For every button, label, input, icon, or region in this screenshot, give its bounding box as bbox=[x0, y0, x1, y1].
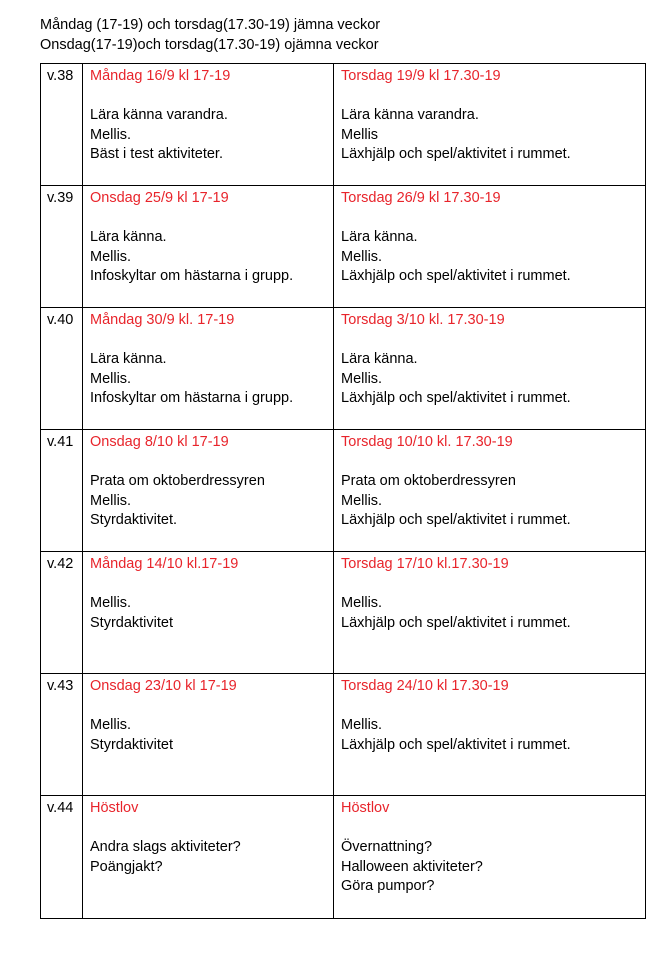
session-activity: Mellis. bbox=[341, 248, 383, 265]
session-cell-thursday bbox=[334, 64, 646, 186]
session-activity: Mellis. bbox=[90, 248, 132, 265]
spacer bbox=[341, 209, 639, 229]
session-activity: Läxhjälp och spel/aktivitet i rummet. bbox=[341, 512, 571, 528]
schedule-row bbox=[41, 186, 646, 308]
spacer bbox=[90, 209, 327, 229]
week-number: v.44 bbox=[47, 800, 74, 816]
week-number: v.38 bbox=[47, 68, 74, 84]
session-cell-thursday bbox=[334, 308, 646, 430]
spacer bbox=[90, 819, 327, 839]
session-activity: Mellis bbox=[341, 126, 379, 143]
spacer bbox=[341, 331, 639, 351]
session-activity: Lära känna. bbox=[341, 351, 418, 367]
week-number: v.41 bbox=[47, 434, 74, 450]
session-activity: Infoskyltar om hästarna i grupp. bbox=[90, 390, 294, 406]
spacer bbox=[341, 697, 639, 717]
session-cell-first bbox=[83, 308, 334, 430]
spacer bbox=[341, 575, 639, 595]
session-title: Torsdag 19/9 kl 17.30-19 bbox=[341, 68, 501, 84]
schedule-row bbox=[41, 64, 646, 186]
session-activity: Prata om oktoberdressyren bbox=[341, 473, 516, 489]
session-content bbox=[334, 64, 645, 165]
session-content bbox=[334, 308, 645, 409]
session-activity: Läxhjälp och spel/aktivitet i rummet. bbox=[341, 268, 571, 284]
session-cell-first bbox=[83, 674, 334, 796]
session-content bbox=[83, 430, 333, 531]
session-content bbox=[334, 186, 645, 287]
session-activity: Lära känna varandra. bbox=[341, 107, 479, 123]
session-cell-thursday bbox=[334, 796, 646, 919]
session-activity: Läxhjälp och spel/aktivitet i rummet. bbox=[341, 614, 571, 631]
session-activity: Mellis. bbox=[90, 370, 132, 387]
session-activity: Prata om oktoberdressyren bbox=[90, 473, 265, 489]
session-activity: Mellis. bbox=[90, 492, 132, 509]
session-activity: Poängjakt? bbox=[90, 858, 163, 875]
session-activity: Lära känna. bbox=[90, 229, 167, 245]
session-title: Onsdag 23/10 kl 17-19 bbox=[90, 678, 237, 694]
schedule-table bbox=[40, 63, 646, 919]
schedule-header bbox=[40, 15, 380, 55]
session-content bbox=[83, 308, 333, 409]
session-title: Torsdag 17/10 kl.17.30-19 bbox=[341, 556, 509, 572]
session-cell-first bbox=[83, 186, 334, 308]
session-activity: Mellis. bbox=[90, 717, 132, 733]
session-content bbox=[334, 796, 645, 897]
week-cell bbox=[41, 552, 83, 674]
schedule-row bbox=[41, 308, 646, 430]
session-activity: Halloween aktiviteter? bbox=[341, 858, 483, 875]
session-activity: Styrdaktivitet. bbox=[90, 512, 178, 528]
spacer bbox=[90, 453, 327, 473]
session-cell-first bbox=[83, 64, 334, 186]
schedule-body bbox=[41, 64, 646, 919]
week-cell bbox=[41, 796, 83, 919]
session-title: Måndag 30/9 kl. 17-19 bbox=[90, 312, 235, 328]
session-title: Måndag 16/9 kl 17-19 bbox=[90, 68, 231, 84]
session-cell-thursday bbox=[334, 552, 646, 674]
session-title: Onsdag 8/10 kl 17-19 bbox=[90, 434, 229, 450]
session-content bbox=[83, 64, 333, 165]
session-cell-first bbox=[83, 430, 334, 552]
spacer bbox=[90, 697, 327, 717]
week-number: v.42 bbox=[47, 556, 74, 572]
session-title: Måndag 14/10 kl.17-19 bbox=[90, 556, 239, 572]
week-cell bbox=[41, 64, 83, 186]
session-content bbox=[83, 186, 333, 287]
session-activity: Läxhjälp och spel/aktivitet i rummet. bbox=[341, 146, 571, 162]
schedule-row bbox=[41, 796, 646, 919]
session-title: Torsdag 3/10 kl. 17.30-19 bbox=[341, 312, 505, 328]
session-content bbox=[83, 796, 333, 877]
session-title: Torsdag 10/10 kl. 17.30-19 bbox=[341, 434, 513, 450]
session-cell-first bbox=[83, 552, 334, 674]
week-cell bbox=[41, 674, 83, 796]
session-activity: Andra slags aktiviteter? bbox=[90, 839, 241, 855]
session-activity: Lära känna varandra. bbox=[90, 107, 228, 123]
session-title: Torsdag 24/10 kl 17.30-19 bbox=[341, 678, 509, 694]
session-content bbox=[83, 552, 333, 633]
spacer bbox=[90, 87, 327, 107]
week-cell bbox=[41, 430, 83, 552]
session-cell-thursday bbox=[334, 674, 646, 796]
week-number: v.43 bbox=[47, 678, 74, 694]
schedule-row bbox=[41, 674, 646, 796]
session-title: Höstlov bbox=[90, 800, 139, 816]
session-activity: Göra pumpor? bbox=[341, 878, 435, 894]
session-title: Torsdag 26/9 kl 17.30-19 bbox=[341, 190, 501, 206]
session-cell-first bbox=[83, 796, 334, 919]
session-activity: Lära känna. bbox=[341, 229, 418, 245]
session-activity: Mellis. bbox=[90, 126, 132, 143]
schedule-row bbox=[41, 430, 646, 552]
session-title: Onsdag 25/9 kl 17-19 bbox=[90, 190, 229, 206]
spacer bbox=[341, 87, 639, 107]
header-line-odd-weeks: Onsdag(17-19)och torsdag(17.30-19) ojämna veckor bbox=[40, 37, 379, 53]
spacer bbox=[341, 453, 639, 473]
session-content bbox=[334, 430, 645, 531]
session-content bbox=[334, 552, 645, 633]
session-activity: Övernattning? bbox=[341, 839, 433, 855]
session-cell-thursday bbox=[334, 430, 646, 552]
spacer bbox=[90, 575, 327, 595]
session-cell-thursday bbox=[334, 186, 646, 308]
week-number: v.39 bbox=[47, 190, 74, 206]
session-activity: Läxhjälp och spel/aktivitet i rummet. bbox=[341, 390, 571, 406]
session-activity: Mellis. bbox=[341, 370, 383, 387]
schedule-row bbox=[41, 552, 646, 674]
session-activity: Mellis. bbox=[341, 717, 383, 733]
session-content bbox=[334, 674, 645, 755]
session-content bbox=[83, 674, 333, 755]
session-activity: Styrdaktivitet bbox=[90, 614, 173, 631]
week-cell bbox=[41, 308, 83, 430]
session-activity: Bäst i test aktiviteter. bbox=[90, 146, 223, 162]
spacer bbox=[341, 819, 639, 839]
session-activity: Styrdaktivitet bbox=[90, 736, 173, 753]
header-line-even-weeks: Måndag (17-19) och torsdag(17.30-19) jämna veckor bbox=[40, 17, 381, 33]
session-activity: Läxhjälp och spel/aktivitet i rummet. bbox=[341, 736, 571, 753]
week-cell bbox=[41, 186, 83, 308]
week-number: v.40 bbox=[47, 312, 74, 328]
session-activity: Mellis. bbox=[341, 492, 383, 509]
session-activity: Infoskyltar om hästarna i grupp. bbox=[90, 268, 294, 284]
session-title: Höstlov bbox=[341, 800, 390, 816]
session-activity: Lära känna. bbox=[90, 351, 167, 367]
session-activity: Mellis. bbox=[341, 595, 383, 611]
session-activity: Mellis. bbox=[90, 595, 132, 611]
spacer bbox=[90, 331, 327, 351]
